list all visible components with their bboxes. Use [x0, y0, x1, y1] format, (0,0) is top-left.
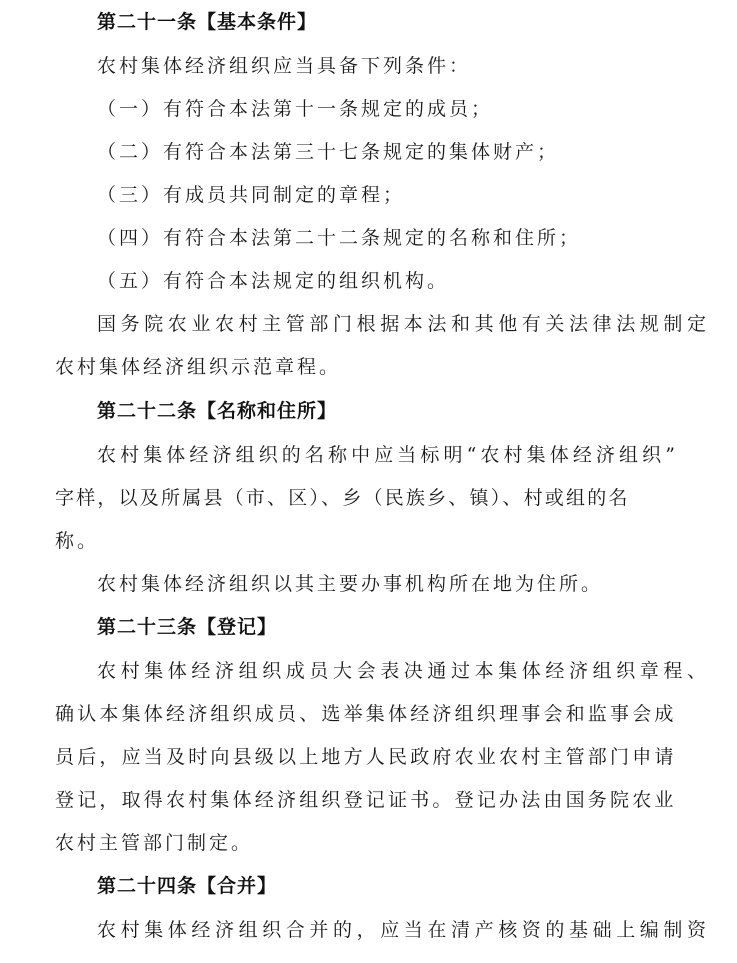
article-23-line-2: 确认本集体经济组织成员、选举集体经济组织理事会和监事会成	[55, 703, 677, 725]
article-23-line-1: 农村集体经济组织成员大会表决通过本集体经济组织章程、	[97, 660, 711, 682]
article-23-line-3: 员后，应当及时向县级以上地方人民政府农业农村主管部门申请	[55, 746, 677, 768]
article-22-line-3: 称。	[55, 530, 100, 552]
article-21-para-2-line-2: 农村集体经济组织示范章程。	[55, 356, 342, 378]
article-24-heading: 第二十四条【合并】	[97, 875, 278, 897]
article-24-line-1: 农村集体经济组织合并的，应当在清产核资的基础上编制资	[97, 919, 711, 941]
article-23-heading: 第二十三条【登记】	[97, 616, 278, 638]
article-21-heading: 第二十一条【基本条件】	[97, 11, 318, 33]
article-21-para-2-line-1: 国务院农业农村主管部门根据本法和其他有关法律法规制定	[97, 313, 711, 335]
article-21-line-1: 农村集体经济组织应当具备下列条件：	[97, 55, 472, 77]
article-22-line-2: 字样，以及所属县（市、区）、乡（民族乡、镇）、村或组的名	[55, 487, 630, 509]
article-21-item-1: （一）有符合本法第十一条规定的成员；	[97, 98, 494, 120]
article-23-line-4: 登记，取得农村集体经济组织登记证书。登记办法由国务院农业	[55, 789, 677, 811]
article-21-item-3: （三）有成员共同制定的章程；	[97, 184, 406, 206]
article-21-item-2: （二）有符合本法第三十七条规定的集体财产；	[97, 141, 560, 163]
article-22-line-1: 农村集体经济组织的名称中应当标明“农村集体经济组织”	[97, 444, 680, 466]
article-21-item-5: （五）有符合本法规定的组织机构。	[97, 270, 450, 292]
article-22-para-2: 农村集体经济组织以其主要办事机构所在地为住所。	[97, 573, 604, 595]
article-23-line-5: 农村主管部门制定。	[55, 832, 254, 854]
article-21-item-4: （四）有符合本法第二十二条规定的名称和住所；	[97, 227, 582, 249]
article-22-heading: 第二十二条【名称和住所】	[97, 400, 338, 422]
